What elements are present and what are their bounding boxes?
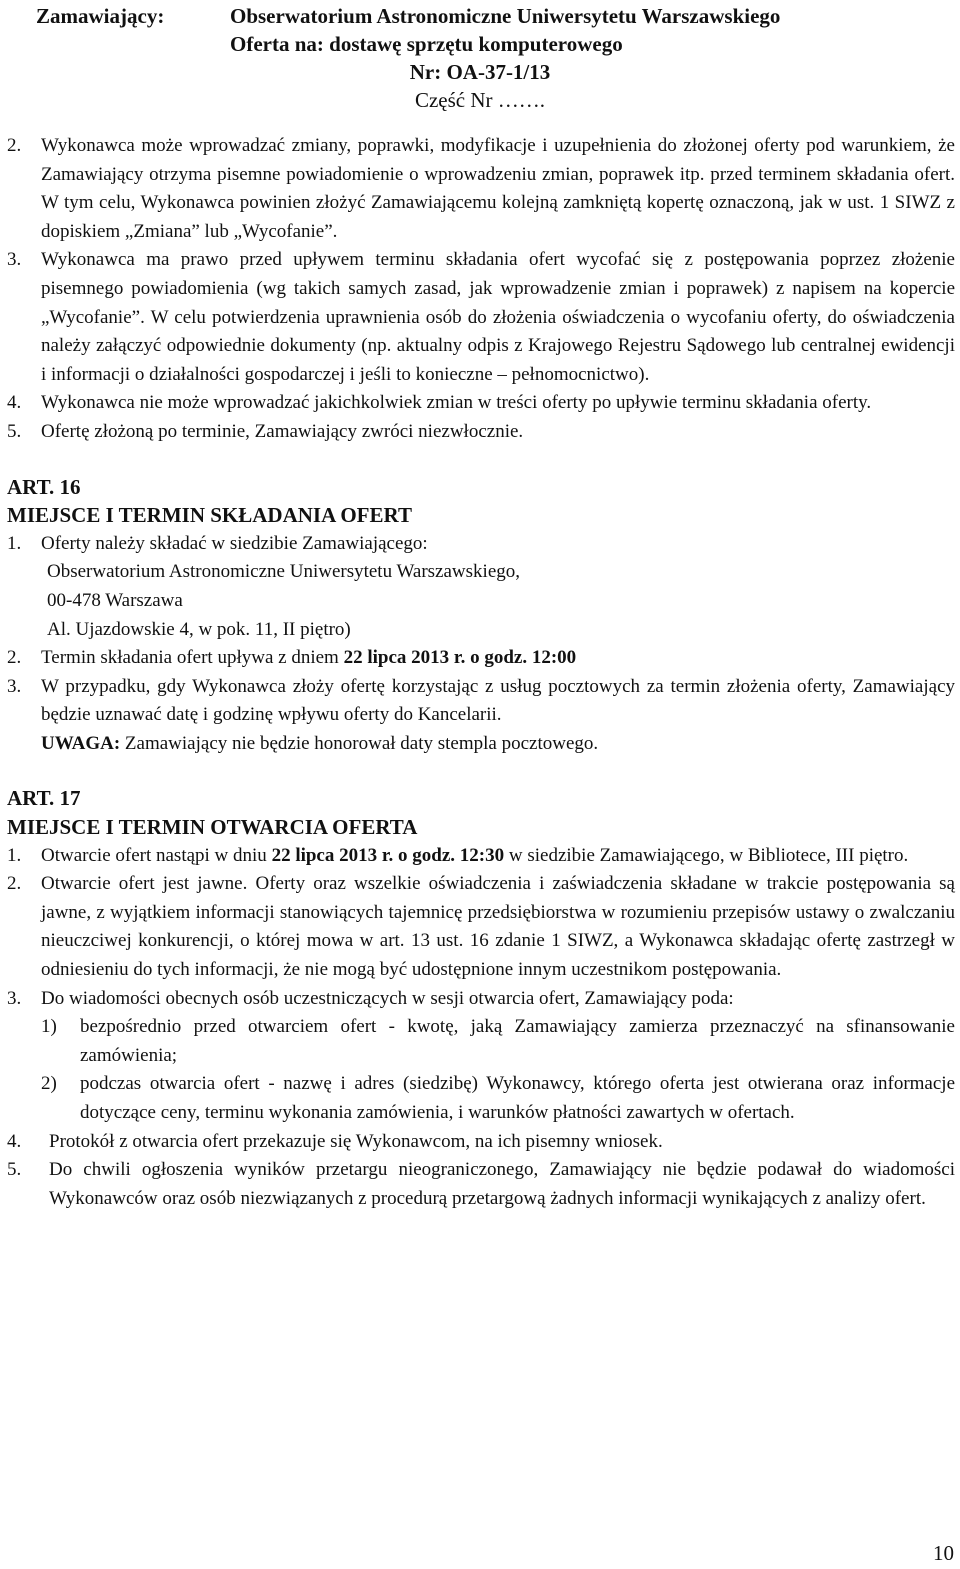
paragraph-text: Protokół z otwarcia ofert przekazuje się Wykonawcom, na ich pisemny wniosek. xyxy=(49,1130,663,1152)
address-line-2: 00-478 Warszawa xyxy=(47,589,183,611)
paragraph-text: Do chwili ogłoszenia wyników przetargu nieograniczonego, Zamawiający nie będzie podawał do wiadomości Wykonawców oraz osób niezwiązanych z procedurą przetargową żadnych informacji wynikających z analizy ofert. xyxy=(49,1159,955,1209)
paragraph-text: Do wiadomości obecnych osób uczestniczących w sesji otwarcia ofert, Zamawiający poda: xyxy=(41,987,734,1009)
art15-paragraph-5 xyxy=(7,418,955,447)
ordering-party-label: Zamawiający: xyxy=(36,4,165,28)
paragraph-number: 5. xyxy=(7,1159,22,1181)
subpoint-text: bezpośrednio przed otwarciem ofert - kwotę, jaką Zamawiający zamierza przeznaczyć na sfinansowanie zamówienia; xyxy=(80,1016,955,1066)
paragraph-number: 5. xyxy=(7,420,22,442)
warning-label: UWAGA: xyxy=(41,732,121,754)
warning-text: Zamawiający nie będzie honorował daty stempla pocztowego. xyxy=(120,732,599,754)
art17-label: ART. 17 xyxy=(7,786,81,811)
paragraph-text: Wykonawca ma prawo przed upływem terminu składania ofert wycofać się z postępowania poprzez złożenie pisemnego powiadomienia (wg takich samych zasad, jak wprowadzenie zmian i poprawek) z napisem na kopercie „Wycofanie”. W celu potwierdzenia uprawnienia osób do złożenia oświadczenia o wycofaniu oferty, do oświadczenia należy załączyć odpowiednie dokumenty (np. aktualny odpis z Krajowego Rejestru Sądowego lub centralnej ewidencji i informacji o działalności gospodarczej i jeśli to konieczne – pełnomocnictwo). xyxy=(41,249,955,385)
paragraph-number: 2. xyxy=(7,647,22,669)
paragraph-number: 1. xyxy=(7,844,22,866)
paragraph-number: 1. xyxy=(7,532,22,554)
art16-paragraph-3 xyxy=(7,673,955,759)
art17-paragraph-4 xyxy=(7,1128,955,1157)
paragraph-text: Ofertę złożoną po terminie, Zamawiający zwróci niezwłocznie. xyxy=(41,420,524,442)
paragraph-text: Oferty należy składać w siedzibie Zamawiającego: xyxy=(41,532,428,554)
art16-label: ART. 16 xyxy=(7,474,81,499)
subpoint-text: podczas otwarcia ofert - nazwę i adres (siedzibę) Wykonawcy, którego oferta jest otwierana oraz informacje dotyczące ceny, terminu wykonania zamówienia, i warunków płatności zawartych w ofertach. xyxy=(80,1073,955,1123)
art16-paragraph-2 xyxy=(7,644,955,673)
address-line-3: Al. Ujazdowskie 4, w pok. 11, II piętro) xyxy=(47,618,351,640)
submission-deadline: 22 lipca 2013 r. o godz. 12:00 xyxy=(343,647,577,669)
paragraph-text: Otwarcie ofert nastąpi w dniu xyxy=(41,844,272,866)
art15-paragraph-3 xyxy=(7,246,955,389)
paragraph-text: Otwarcie ofert jest jawne. Oferty oraz wszelkie oświadczenia i zaświadczenia składane w trakcie postępowania są jawne, z wyjątkiem informacji stanowiących tajemnicę przedsiębiorstwa w rozumieniu przepisów ustawy o zwalczaniu nieuczciwej konkurencji, o której mowa w art. 13 ust. 16 zdanie 1 SIWZ, a Wykonawca składając ofertę zastrzegł w odniesieniu do tych informacji, że nie mogą być udostępnione innym uczestnikom postępowania. xyxy=(41,873,955,981)
paragraph-number: 3. xyxy=(7,675,22,697)
ordering-party-value: Obserwatorium Astronomiczne Uniwersytetu Warszawskiego xyxy=(230,4,781,28)
art16-title: MIEJSCE I TERMIN SKŁADANIA OFERT xyxy=(7,503,412,528)
subpoint-number: 2) xyxy=(41,1073,57,1095)
subpoint-number: 1) xyxy=(41,1016,57,1038)
part-number: Część Nr ……. xyxy=(414,88,546,112)
art17-subpoint-1 xyxy=(7,1013,955,1070)
art17-paragraph-2 xyxy=(7,870,955,984)
art17-title: MIEJSCE I TERMIN OTWARCIA OFERTA xyxy=(7,815,418,840)
art15-paragraph-2 xyxy=(7,132,955,246)
paragraph-text-cont: w siedzibie Zamawiającego, w Bibliotece, III piętro. xyxy=(504,844,909,866)
paragraph-text: Wykonawca może wprowadzać zmiany, poprawki, modyfikacje i uzupełnienia do złożonej oferty pod warunkiem, że Zamawiający otrzyma pisemne powiadomienie o wprowadzeniu zmian, poprawek itp. przed terminem składania ofert. W tym celu, Wykonawca powinien złożyć Zamawiającemu kolejną zamkniętą kopertę oznaczoną, jak w ust. 1 SIWZ z dopiskiem „Zmiana” lub „Wycofanie”. xyxy=(41,135,955,242)
paragraph-number: 3. xyxy=(7,249,22,271)
paragraph-text: Wykonawca nie może wprowadzać jakichkolwiek zmian w treści oferty po upływie terminu składania oferty. xyxy=(41,392,872,414)
paragraph-number: 2. xyxy=(7,135,22,156)
tender-number: Nr: OA-37-1/13 xyxy=(409,60,551,84)
paragraph-text: W przypadku, gdy Wykonawca złoży ofertę korzystając z usług pocztowych za termin złożenia oferty, Zamawiający będzie uznawać datę i godzinę wpływu oferty do Kancelarii. xyxy=(41,675,955,726)
offer-subject: Oferta na: dostawę sprzętu komputerowego xyxy=(230,32,623,56)
document-body xyxy=(7,132,955,1213)
paragraph-number: 3. xyxy=(7,987,22,1009)
art17-subpoint-2 xyxy=(7,1070,955,1127)
art17-paragraph-3 xyxy=(7,985,955,1014)
paragraph-number: 2. xyxy=(7,873,22,895)
art16-paragraph-1 xyxy=(7,530,955,559)
opening-date: 22 lipca 2013 r. o godz. 12:30 xyxy=(271,844,505,866)
paragraph-text: Termin składania ofert upływa z dniem xyxy=(41,647,344,669)
paragraph-number: 4. xyxy=(7,392,22,414)
art17-paragraph-1 xyxy=(7,842,955,871)
art17-paragraph-5 xyxy=(7,1156,955,1213)
paragraph-number: 4. xyxy=(7,1130,22,1152)
art15-paragraph-4 xyxy=(7,389,955,418)
document-header xyxy=(0,2,960,114)
address-line-1: Obserwatorium Astronomiczne Uniwersytetu Warszawskiego, xyxy=(47,561,521,583)
page-number: 10 xyxy=(933,1541,954,1565)
